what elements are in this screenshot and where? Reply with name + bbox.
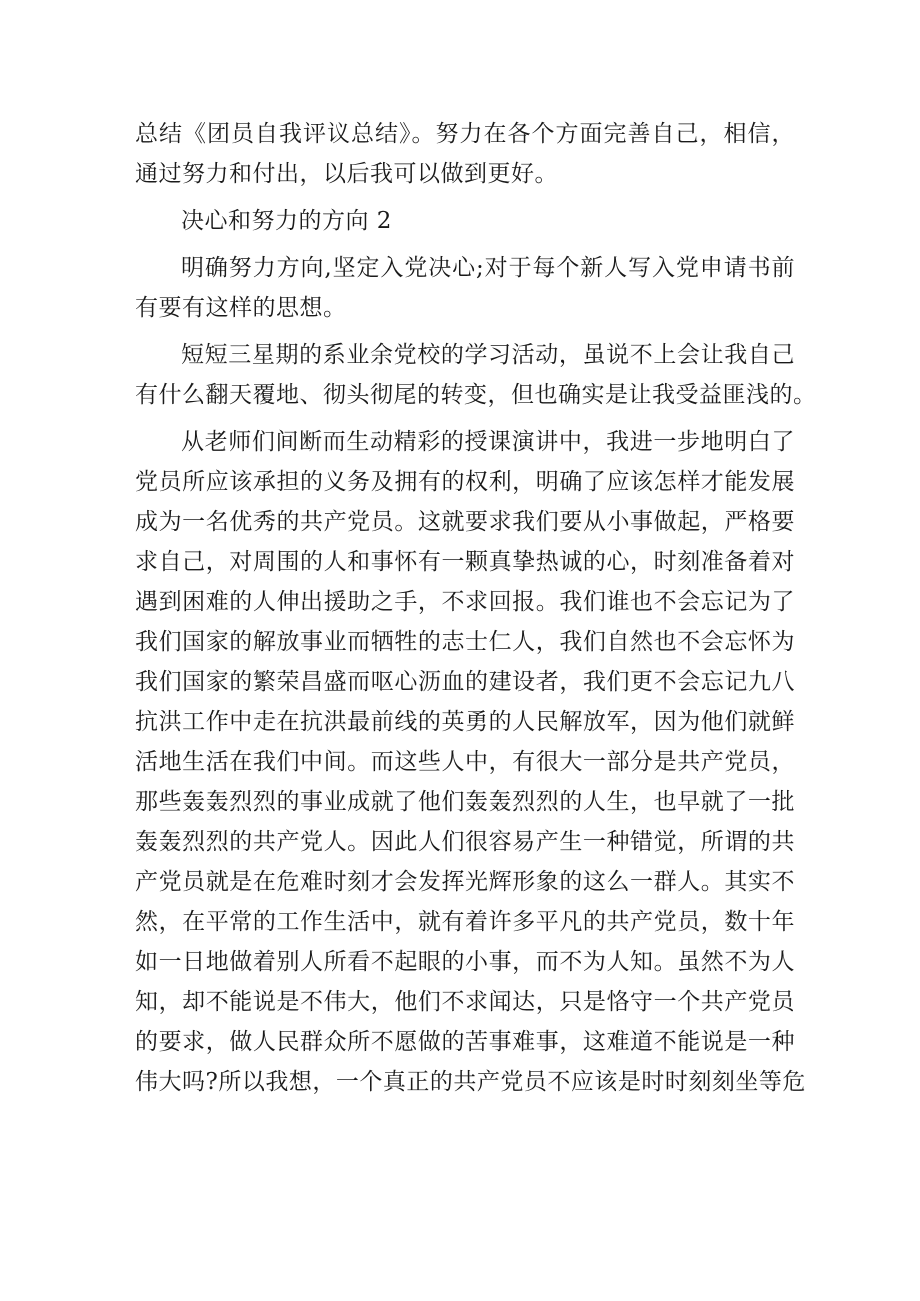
text-line: 知，却不能说是不伟大，他们不求闻达，只是恪守一个共产党员 <box>135 989 795 1015</box>
text-line: 求自己，对周围的人和事怀有一颗真挚热诚的心，时刻准备着对 <box>135 549 795 575</box>
text-line: 从老师们间断而生动精彩的授课演讲中，我进一步地明白了 <box>181 429 795 455</box>
text-line: 明确努力方向,坚定入党决心;对于每个新人写入党申请书前 <box>181 255 795 281</box>
text-line: 然，在平常的工作生活中，就有着许多平凡的共产党员，数十年 <box>135 909 795 935</box>
text-line: 遇到困难的人伸出援助之手，不求回报。我们谁也不会忘记为了 <box>135 589 795 615</box>
text-line: 的要求，做人民群众所不愿做的苦事难事，这难道不能说是一种 <box>135 1029 795 1055</box>
text-line: 成为一名优秀的共产党员。这就要求我们要从小事做起，严格要 <box>135 509 795 535</box>
text-line: 产党员就是在危难时刻才会发挥光辉形象的这么一群人。其实不 <box>135 869 795 895</box>
text-line: 党员所应该承担的义务及拥有的权利，明确了应该怎样才能发展 <box>135 469 795 495</box>
paragraph-study <box>135 335 817 415</box>
document-body <box>135 114 817 1102</box>
text-line: 我们国家的解放事业而牺牲的志士仁人，我们自然也不会忘怀为 <box>135 629 795 655</box>
text-line: 总结《团员自我评议总结》。努力在各个方面完善自己，相信， <box>135 121 795 147</box>
text-line: 决心和努力的方向 2 <box>181 208 392 234</box>
text-line: 有要有这样的思想。 <box>135 295 347 321</box>
text-line: 有什么翻天覆地、彻头彻尾的转变，但也确实是让我受益匪浅的。 <box>135 382 817 408</box>
paragraph-direction <box>135 248 795 328</box>
text-line: 我们国家的繁荣昌盛而呕心沥血的建设者，我们更不会忘记九八 <box>135 669 795 695</box>
text-line: 那些轰轰烈烈的事业成就了他们轰轰烈烈的人生，也早就了一批 <box>135 789 795 815</box>
paragraph-intro <box>135 114 795 194</box>
text-line: 活地生活在我们中间。而这些人中，有很大一部分是共产党员， <box>135 749 795 775</box>
text-line: 短短三星期的系业余党校的学习活动，虽说不上会让我自己 <box>181 342 795 368</box>
text-line: 通过努力和付出，以后我可以做到更好。 <box>135 161 558 187</box>
text-line: 抗洪工作中走在抗洪最前线的英勇的人民解放军，因为他们就鲜 <box>135 709 795 735</box>
text-line: 伟大吗?所以我想，一个真正的共产党员不应该是时时刻刻坐等危 <box>135 1069 806 1095</box>
section-heading <box>135 201 795 241</box>
text-line: 如一日地做着别人所看不起眼的小事，而不为人知。虽然不为人 <box>135 949 795 975</box>
text-line: 轰轰烈烈的共产党人。因此人们很容易产生一种错觉，所谓的共 <box>135 829 795 855</box>
paragraph-spacer <box>135 415 795 422</box>
paragraph-spacer <box>135 194 795 201</box>
paragraph-spacer <box>135 328 795 335</box>
paragraph-teachers <box>135 422 806 1102</box>
paragraph-spacer <box>135 241 795 248</box>
